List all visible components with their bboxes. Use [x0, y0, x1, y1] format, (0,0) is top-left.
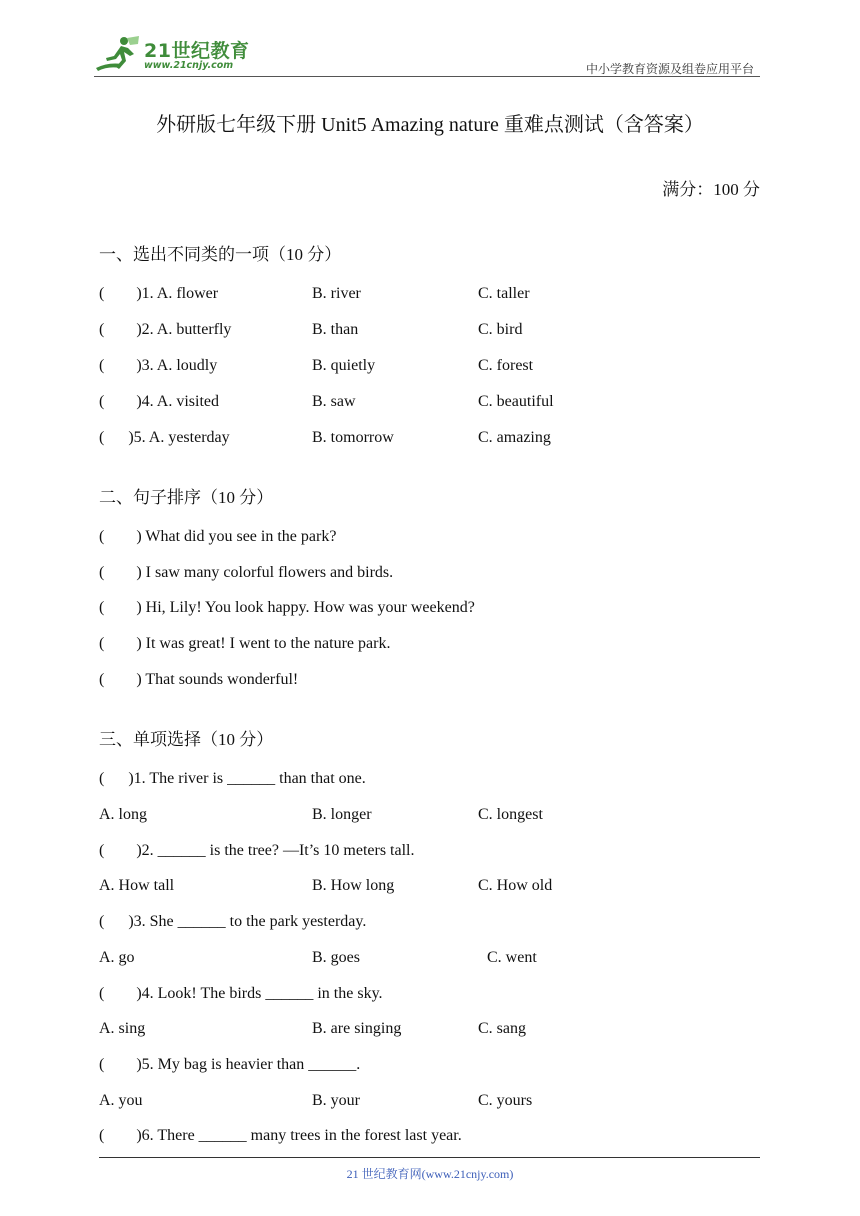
option-c: C. How old — [478, 877, 553, 894]
question-text: ( )5. A. yesterday — [99, 429, 230, 446]
choice-options — [99, 949, 537, 971]
choice-options — [99, 1092, 533, 1114]
choice-question: ( )6. There ______ many trees in the forest last year. — [99, 1127, 462, 1144]
section-1-title: 一、选出不同类的一项（10 分） — [99, 245, 342, 264]
option-b: B. saw — [312, 393, 356, 410]
option-b: B. tomorrow — [312, 429, 394, 446]
header-divider — [94, 76, 760, 77]
option-c: C. taller — [478, 285, 530, 302]
option-c: C. amazing — [478, 429, 551, 446]
option-b: B. river — [312, 285, 361, 302]
ordering-item: ( ) That sounds wonderful! — [99, 671, 299, 688]
option-b: B. goes — [312, 949, 360, 966]
ordering-item: ( ) What did you see in the park? — [99, 528, 337, 545]
choice-question: ( )2. ______ is the tree? —It’s 10 meters tall. — [99, 842, 415, 859]
total-score: 满分：100 分 — [662, 180, 760, 199]
section-1-item — [99, 393, 554, 415]
option-c: C. bird — [478, 321, 523, 338]
section-1-item — [99, 285, 530, 307]
header-slogan: 中小学教育资源及组卷应用平台 — [585, 62, 754, 76]
choice-options — [99, 1020, 526, 1042]
option-b: B. longer — [312, 806, 372, 823]
option-c: C. longest — [478, 806, 543, 823]
option-c: C. went — [487, 949, 537, 966]
page-title: 外研版七年级下册 Unit5 Amazing nature 重难点测试（含答案） — [156, 114, 704, 136]
option-c: C. yours — [478, 1092, 533, 1109]
logo-text: 21世纪教育 — [144, 40, 250, 62]
question-text: ( )4. A. visited — [99, 393, 219, 410]
question-text: ( )1. A. flower — [99, 285, 219, 302]
option-a: A. go — [99, 949, 135, 966]
ordering-item: ( ) Hi, Lily! You look happy. How was your weekend? — [99, 599, 475, 616]
choice-options — [99, 806, 543, 828]
option-c: C. beautiful — [478, 393, 554, 410]
logo-url: www.21cnjy.com — [144, 60, 234, 71]
option-b: B. are singing — [312, 1020, 402, 1037]
question-text: ( )3. A. loudly — [99, 357, 218, 374]
choice-question: ( )4. Look! The birds ______ in the sky. — [99, 985, 383, 1002]
section-1-item — [99, 429, 551, 451]
ordering-item: ( ) I saw many colorful flowers and birds. — [99, 564, 394, 581]
choice-question: ( )1. The river is ______ than that one. — [99, 770, 366, 787]
site-logo[interactable] — [94, 34, 294, 74]
footer-divider — [99, 1157, 760, 1158]
section-2-title: 二、句子排序（10 分） — [99, 488, 274, 507]
ordering-item: ( ) It was great! I went to the nature park. — [99, 635, 391, 652]
page-header — [94, 30, 760, 78]
option-b: B. than — [312, 321, 359, 338]
section-1-item — [99, 357, 534, 379]
option-a: A. you — [99, 1092, 143, 1109]
footer-link[interactable]: 21 世纪教育网(www.21cnjy.com) — [346, 1167, 514, 1181]
runner-logo-icon — [94, 34, 142, 74]
choice-question: ( )3. She ______ to the park yesterday. — [99, 913, 367, 930]
option-b: B. quietly — [312, 357, 376, 374]
option-c: C. forest — [478, 357, 534, 374]
section-1-item — [99, 321, 523, 343]
option-a: A. How tall — [99, 877, 175, 894]
choice-question: ( )5. My bag is heavier than ______. — [99, 1056, 361, 1073]
option-c: C. sang — [478, 1020, 526, 1037]
option-b: B. How long — [312, 877, 395, 894]
option-b: B. your — [312, 1092, 360, 1109]
question-text: ( )2. A. butterfly — [99, 321, 232, 338]
choice-options — [99, 877, 553, 899]
section-3-title: 三、单项选择（10 分） — [99, 730, 274, 749]
option-a: A. long — [99, 806, 147, 823]
option-a: A. sing — [99, 1020, 146, 1037]
